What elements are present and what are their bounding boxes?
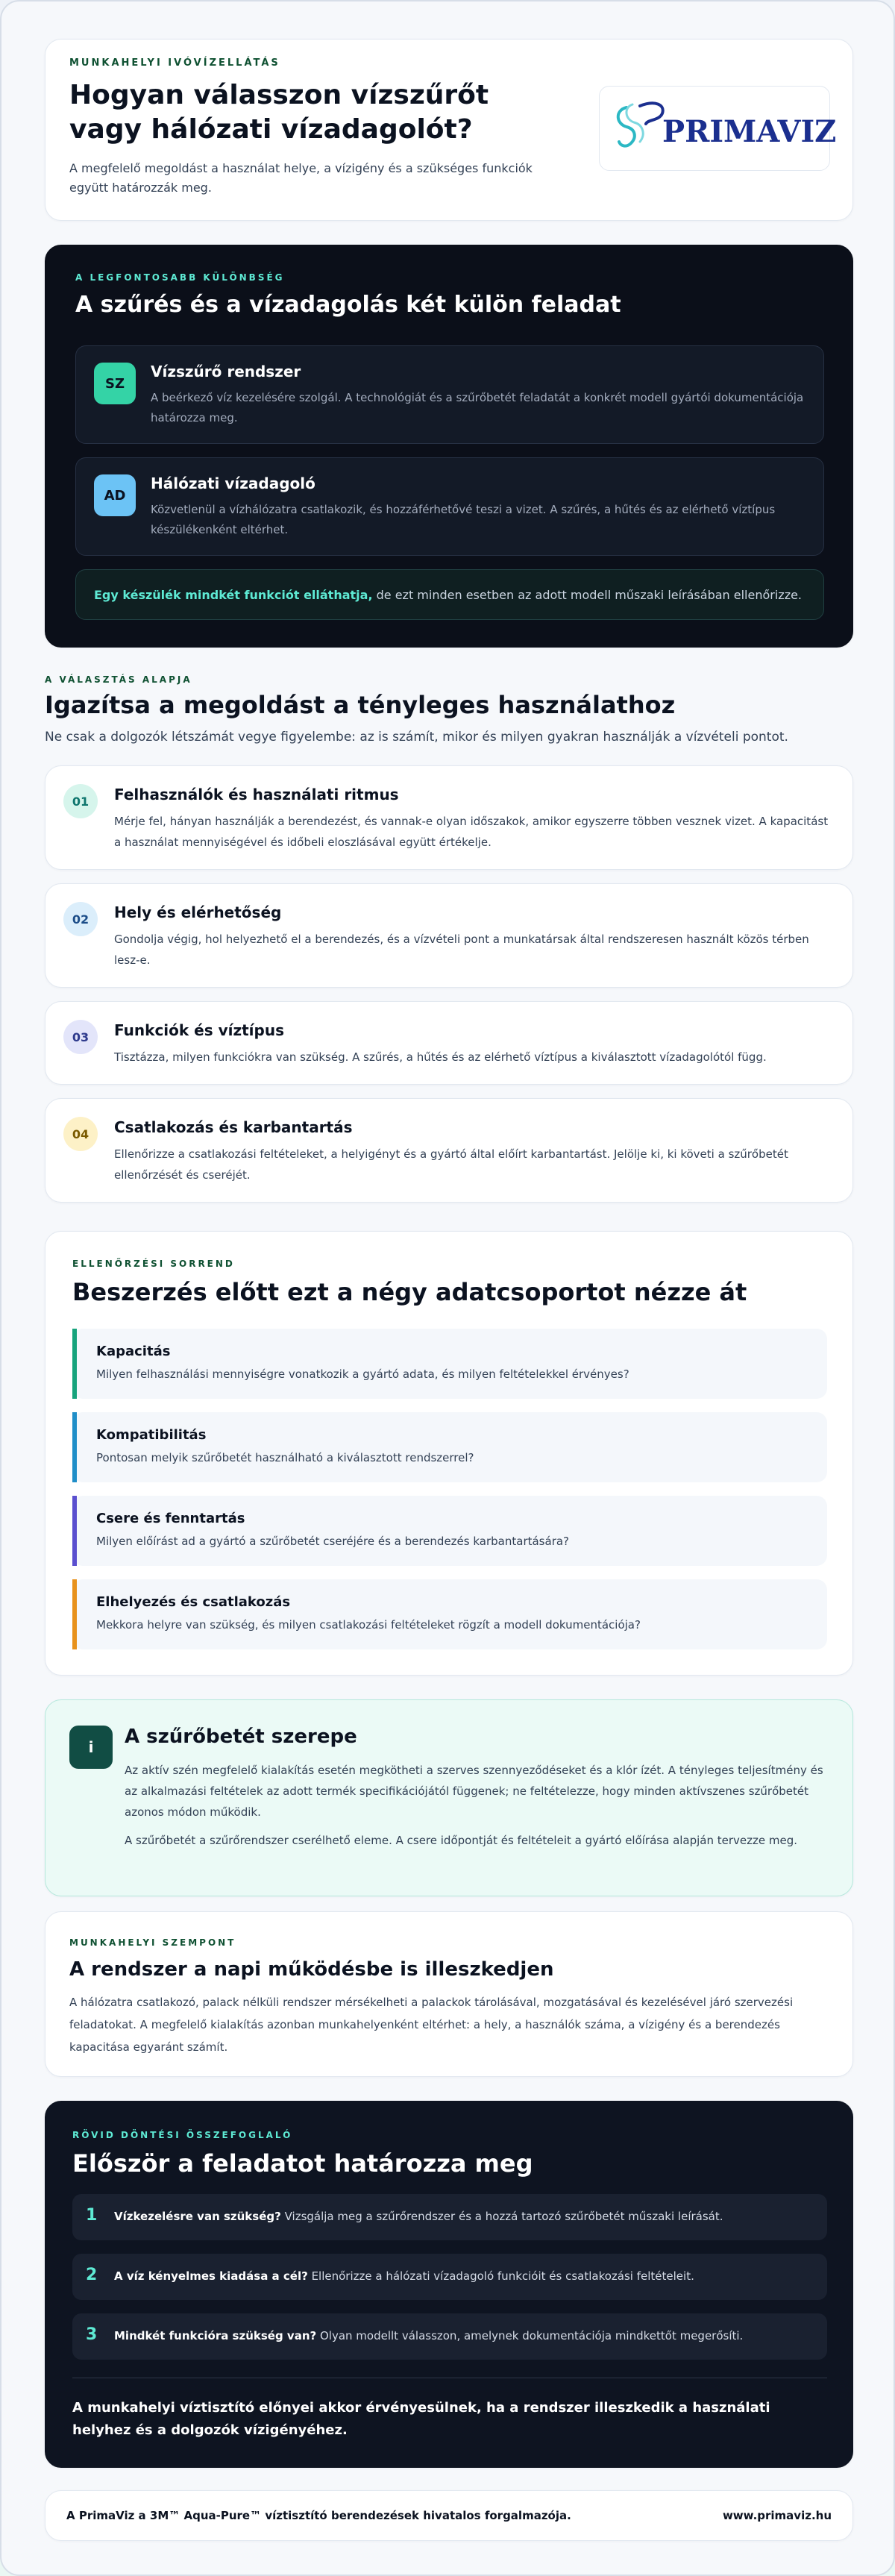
step-title: Csatlakozás és karbantartás: [114, 1118, 353, 1136]
difference-note: [75, 569, 824, 620]
checklist-item-compatibility: [72, 1412, 827, 1482]
workplace-card: [45, 1911, 853, 2077]
info-icon: i: [69, 1726, 113, 1769]
brand-logo: [599, 86, 837, 171]
summary-row-question: Mindkét funkcióra szükség van?: [114, 2329, 317, 2342]
checklist-item-replacement: [72, 1496, 827, 1566]
checklist-item-text: Pontosan melyik szűrőbetét használható a kiválasztott rendszerrel?: [96, 1451, 474, 1464]
checklist-card: [45, 1231, 853, 1676]
workplace-eyebrow: MUNKAHELYI SZEMPONT: [69, 1937, 236, 1948]
accent-bar: [72, 1329, 77, 1399]
accent-bar: [72, 1496, 77, 1566]
checklist-item-title: Kompatibilitás: [96, 1427, 207, 1443]
step-title: Felhasználók és használati ritmus: [114, 786, 399, 803]
summary-row-number: 3: [86, 2325, 98, 2344]
step-card-connection: [45, 1098, 853, 1203]
feature-text: Közvetlenül a vízhálózatra csatlakozik, és hozzáférhetővé teszi a vizet. A szűrés, a hűtés és az elérhető víztípus készülékenként eltérhet.: [151, 503, 776, 536]
filter-badge: SZ: [94, 363, 136, 404]
summary-row-answer: Ellenőrizze a hálózati vízadagoló funkcióit és csatlakozási feltételeit.: [307, 2269, 694, 2283]
summary-title: Először a feladatot határozza meg: [72, 2149, 533, 2178]
step-text: Tisztázza, milyen funkciókra van szükség. A szűrés, a hűtés és az elérhető víztípus a kiválasztott vízadagolótól függ.: [114, 1050, 767, 1064]
step-text: Gondolja végig, hol helyezhető el a berendezés, és a vízvételi pont a munkatársak által rendszeresen használt közös térben lesz-e.: [114, 933, 809, 967]
selection-subtitle: Ne csak a dolgozók létszámát vegye figyelembe: az is számít, mikor és milyen gyakran használják a vízvételi pontot.: [45, 730, 788, 745]
difference-card: [45, 245, 853, 648]
checklist-eyebrow: ELLENŐRZÉSI SORREND: [72, 1259, 235, 1269]
header-card: [45, 39, 853, 221]
checklist-item-text: Milyen előírást ad a gyártó a szűrőbetét cseréjére és a berendezés karbantartására?: [96, 1535, 570, 1548]
difference-title: A szűrés és a vízadagolás két külön feladat: [75, 292, 621, 318]
summary-row-question: A víz kényelmes kiadása a cél?: [114, 2269, 308, 2283]
feature-title: Hálózati vízadagoló: [151, 474, 315, 492]
summary-row: [72, 2313, 827, 2360]
selection-title: Igazítsa a megoldást a tényleges használathoz: [45, 691, 676, 719]
checklist-item-text: Mekkora helyre van szükség, és milyen csatlakozási feltételeket rögzít a modell dokumentációja?: [96, 1618, 641, 1632]
note-text: de ezt minden esetben az adott modell műszaki leírásában ellenőrizze.: [372, 587, 803, 602]
difference-eyebrow: A LEGFONTOSABB KÜLÖNBSÉG: [75, 272, 285, 283]
info-title: A szűrőbetét szerepe: [125, 1726, 357, 1748]
header-eyebrow: MUNKAHELYI IVÓVÍZELLÁTÁS: [69, 57, 280, 69]
step-card-users: [45, 765, 853, 870]
selection-eyebrow: A VÁLASZTÁS ALAPJA: [45, 674, 192, 685]
summary-row-number: 1: [86, 2206, 98, 2225]
page-subtitle: A megfelelő megoldást a használat helye, a vízigény és a szükséges funkciók együtt határozzák meg.: [69, 161, 533, 195]
workplace-text: A hálózatra csatlakozó, palack nélküli rendszer mérsékelheti a palackok tárolásával, mozgatásával és kezelésével járó szervezési feladatokat. A megfelelő kialakítás azonban munkahelyenként eltérhet: a hely, a használók száma, a vízigény és a berendezés kapacitása egyaránt számít.: [69, 1996, 794, 2054]
step-text: Mérje fel, hányan használják a berendezést, és vannak-e olyan időszakok, amikor egyszerre többen vesznek vizet. A kapacitást a használat mennyiségével és időbeli eloszlásával együtt értékelje.: [114, 815, 829, 849]
checklist-item-title: Elhelyezés és csatlakozás: [96, 1594, 291, 1610]
summary-row: [72, 2194, 827, 2240]
summary-row-answer: Olyan modellt válasszon, amelynek dokumentációja mindkettőt megerősíti.: [316, 2329, 744, 2342]
summary-eyebrow: RÖVID DÖNTÉSI ÖSSZEFOGLALÓ: [72, 2130, 293, 2140]
step-text: Ellenőrizze a csatlakozási feltételeket, a helyigényt és a gyártó által előírt karbantartást. Jelölje ki, ki követi a szűrőbetét ellenőrzését és cseréjét.: [114, 1147, 788, 1182]
checklist-item-title: Csere és fenntartás: [96, 1511, 245, 1526]
checklist-item-title: Kapacitás: [96, 1344, 171, 1359]
workplace-title: A rendszer a napi működésbe is illeszkedjen: [69, 1958, 554, 1981]
checklist-item-text: Milyen felhasználási mennyiségre vonatkozik a gyártó adata, és milyen feltételekkel érvényes?: [96, 1367, 629, 1381]
info-paragraph-1: Az aktív szén megfelelő kialakítás esetén megkötheti a szerves szennyeződéseket és a klór ízét. A tényleges teljesítmény és az alkalmazási feltételek az adott termék specifikációjától függenek; ne feltételezze, hogy minden aktívszenes szűrőbetét azonos módon működik.: [125, 1764, 823, 1819]
step-card-location: [45, 883, 853, 988]
info-paragraph-2: A szűrőbetét a szűrőrendszer cserélhető eleme. A csere időpontját és feltételeit a gyártó előírása alapján tervezze meg.: [125, 1834, 798, 1847]
checklist-title: Beszerzés előtt ezt a négy adatcsoportot nézze át: [72, 1278, 747, 1306]
step-number: 03: [63, 1020, 98, 1054]
logo-wave-icon: [618, 103, 663, 145]
accent-bar: [72, 1579, 77, 1649]
feature-dispenser: [75, 457, 824, 556]
step-title: Funkciók és víztípus: [114, 1021, 284, 1039]
step-number: 01: [63, 784, 98, 818]
footer-website-link[interactable]: www.primaviz.hu: [722, 2509, 832, 2522]
summary-row: [72, 2254, 827, 2300]
feature-title: Vízszűrő rendszer: [151, 363, 301, 380]
footer-card: [45, 2490, 853, 2541]
checklist-item-capacity: [72, 1329, 827, 1399]
note-bold: Egy készülék mindkét funkciót elláthatja,: [94, 587, 373, 602]
logo-text: PRIMAVIZ: [662, 114, 837, 149]
dispenser-badge: AD: [94, 474, 136, 516]
feature-filter-system: [75, 345, 824, 444]
summary-card: [45, 2101, 853, 2468]
summary-row-number: 2: [86, 2266, 98, 2284]
step-title: Hely és elérhetőség: [114, 903, 282, 921]
info-card: [45, 1699, 853, 1896]
summary-row-question: Vízkezelésre van szükség?: [114, 2210, 281, 2223]
feature-text: A beérkező víz kezelésére szolgál. A technológiát és a szűrőbetét feladatát a konkrét modell gyártói dokumentációja határozza meg.: [151, 391, 804, 424]
step-number: 02: [63, 902, 98, 936]
page-title: Hogyan válasszon vízszűrőt vagy hálózati vízadagolót?: [69, 80, 489, 145]
footer-distributor-text: A PrimaViz a 3M™ Aqua-Pure™ víztisztító berendezések hivatalos forgalmazója.: [66, 2509, 571, 2522]
step-card-functions: [45, 1001, 853, 1085]
checklist-item-placement: [72, 1579, 827, 1649]
summary-conclusion: A munkahelyi víztisztító előnyei akkor érvényesülnek, ha a rendszer illeszkedik a használati helyhez és a dolgozók vízigényéhez.: [72, 2400, 770, 2438]
summary-row-answer: Vizsgálja meg a szűrőrendszer és a hozzá tartozó szűrőbetét műszaki leírását.: [280, 2210, 723, 2223]
step-number: 04: [63, 1117, 98, 1151]
accent-bar: [72, 1412, 77, 1482]
